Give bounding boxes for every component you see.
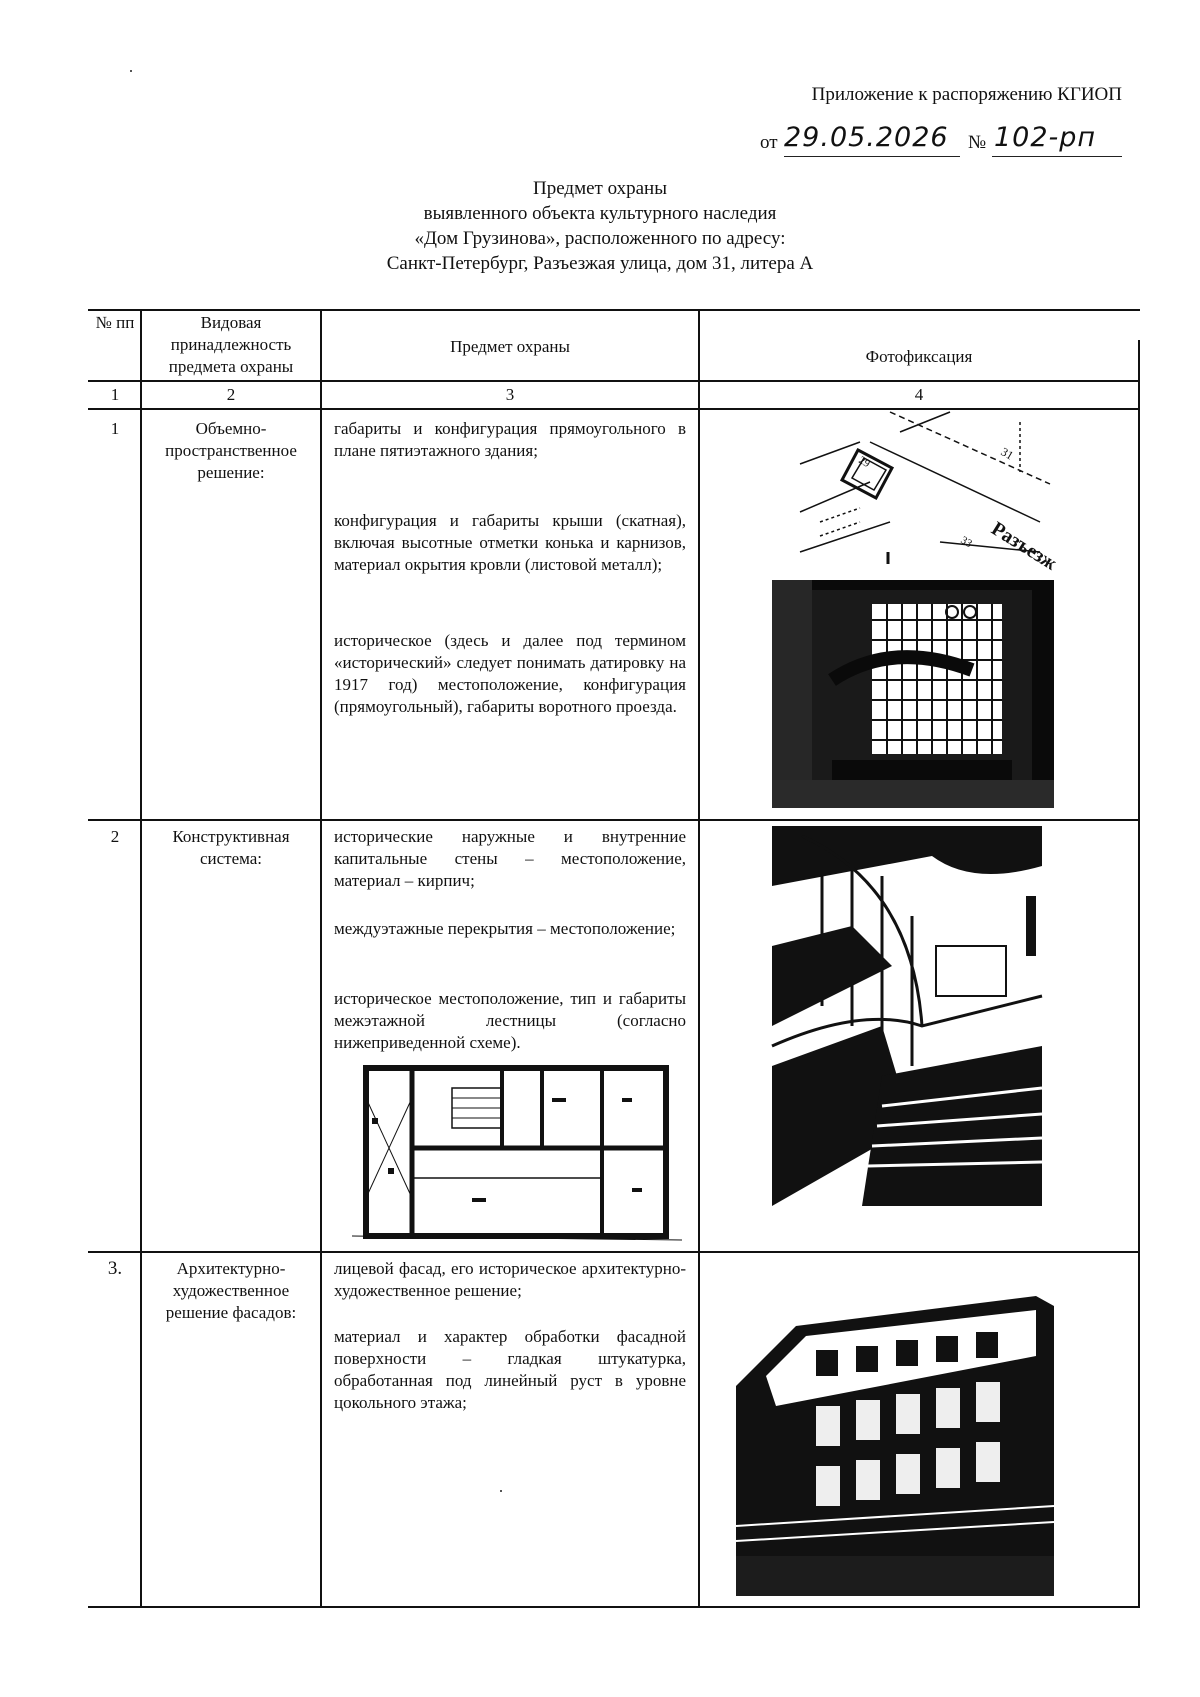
staircase-photo	[772, 826, 1042, 1206]
table-right-border	[1138, 340, 1140, 1606]
index-cell-3: 3	[505, 385, 515, 404]
index-cell-1: 1	[110, 385, 120, 404]
row1-category: Объемно-пространственное решение:	[165, 419, 297, 482]
title-line-3: «Дом Грузинова», расположенного по адресу:	[414, 228, 786, 249]
title-line-2: выявленного объекта культурного наследия	[423, 203, 777, 224]
map-street-label: Разъезж	[987, 517, 1061, 575]
facade-drawing	[736, 1266, 1054, 1596]
row3-number: 3.	[107, 1258, 123, 1279]
staircase-drawing	[772, 826, 1042, 1206]
row1-bottom-border	[88, 819, 1140, 821]
map-number-29: 29	[856, 454, 873, 471]
row3-item-2: материал и характер обработки фасадной поверхности – гладкая штукатурка, обработанная под линейный руст в уровне цокольного этажа;	[334, 1327, 686, 1412]
number-label: №	[968, 132, 987, 153]
row2-bottom-border	[88, 1251, 1140, 1253]
header-bottom-border	[88, 380, 1140, 382]
order-reference	[760, 122, 1130, 162]
title-line-1: Предмет охраны	[533, 178, 667, 199]
scan-speck	[130, 70, 132, 72]
site-map-drawing	[800, 412, 1061, 575]
index-cell-2: 2	[226, 385, 236, 404]
index-row-border	[88, 408, 1140, 410]
gate-passage-photo	[772, 580, 1054, 808]
gate-passage-drawing	[772, 580, 1054, 808]
col3-divider	[698, 309, 700, 1607]
index-cell-4: 4	[914, 385, 924, 404]
header-photo: Фотофиксация	[865, 347, 973, 366]
floor-plan-drawing	[352, 1058, 682, 1244]
facade-photo	[736, 1266, 1054, 1596]
row3-item-1: лицевой фасад, его историческое архитектурно-художественное решение;	[334, 1259, 686, 1300]
table-top-border	[88, 309, 1140, 311]
site-map-image	[800, 412, 1061, 575]
table-bottom-border	[88, 1606, 1140, 1608]
row2-item-1: исторические наружные и внутренние капитальные стены – местоположение, материал – кирпич;	[334, 827, 686, 890]
row3-category: Архитектурно-художественное решение фасадов:	[165, 1259, 297, 1322]
row2-category: Конструктивная система:	[172, 827, 290, 868]
header-number: № пп	[95, 313, 135, 332]
title-line-4: Санкт-Петербург, Разъезжая улица, дом 31, литера А	[386, 253, 814, 274]
row2-item-2: междуэтажные перекрытия – местоположение;	[334, 919, 676, 938]
row1-item-1: габариты и конфигурация прямоугольного в плане пятиэтажного здания;	[334, 419, 686, 460]
row1-item-3: историческое (здесь и далее под термином «исторический» следует понимать датировку на 1917 год) местоположение, конфигурация (прямоугольный), габариты воротного проезда.	[334, 631, 686, 716]
col1-divider	[140, 309, 142, 1607]
row2-item-3: историческое местоположение, тип и габариты межэтажной лестницы (согласно нижеприведенной схеме).	[334, 989, 686, 1052]
map-number-33: 33	[958, 534, 975, 551]
number-underline	[992, 156, 1122, 157]
from-label: от	[760, 132, 778, 153]
row1-number: 1	[110, 419, 120, 438]
map-number-31: 31	[998, 444, 1016, 463]
order-number: 102-рп	[994, 122, 1097, 153]
row2-number: 2	[110, 827, 120, 846]
scan-speck	[500, 1490, 502, 1492]
date-underline	[784, 156, 960, 157]
header-category: Видовая принадлежность предмета охраны	[168, 313, 294, 376]
floor-plan-image	[352, 1058, 682, 1244]
header-subject: Предмет охраны	[450, 337, 570, 356]
order-date: 29.05.2026	[784, 122, 949, 153]
document-title	[0, 176, 1200, 276]
row1-item-2: конфигурация и габариты крыши (скатная), включая высотные отметки конька и карнизов, материал окрытия кровли (листовой металл);	[334, 511, 686, 574]
appendix-caption: Приложение к распоряжению КГИОП	[811, 84, 1122, 105]
col2-divider	[320, 309, 322, 1607]
